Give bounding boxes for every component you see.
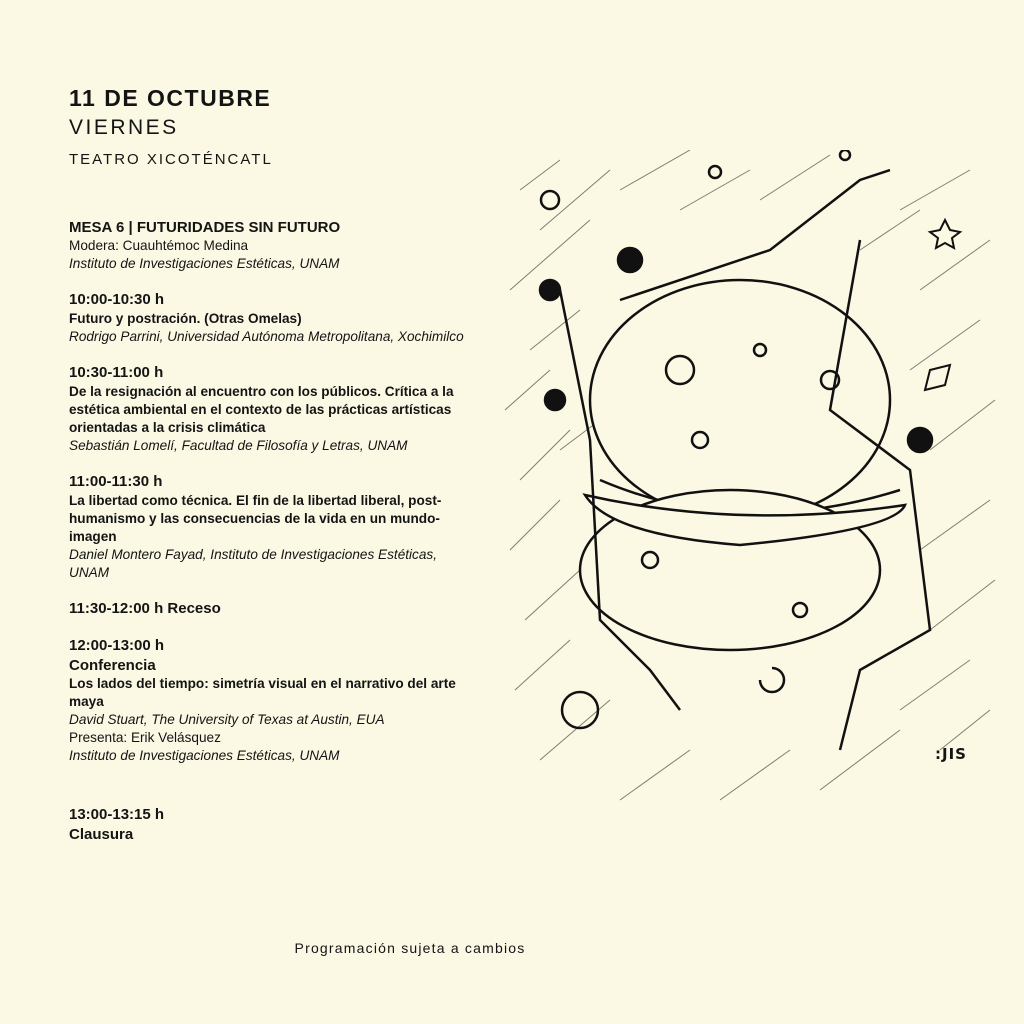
footer-note: Programación sujeta a cambios: [294, 940, 526, 956]
talk-title: De la resignación al encuentro con los públicos. Crítica a la estética ambiental en el contexto de las prácticas artísticas orientadas a la crisis climática: [69, 384, 454, 435]
moderator-affiliation: Instituto de Investigaciones Estéticas, UNAM: [69, 256, 340, 271]
diamond-icon: [925, 365, 950, 390]
recess: 11:30-12:00 h Receso: [69, 600, 221, 617]
closing-label: Clausura: [69, 826, 134, 843]
conference-speaker: David Stuart, The University of Texas at Austin, EUA: [69, 712, 385, 727]
speaker: Sebastián Lomelí, Facultad de Filosofía y Letras, UNAM: [69, 438, 408, 453]
closing-block: [69, 805, 469, 844]
talk-title: Futuro y postración. (Otras Omelas): [69, 311, 302, 326]
session-3: [69, 472, 469, 582]
session-1: [69, 290, 469, 346]
speaker: Daniel Montero Fayad, Instituto de Investigaciones Estéticas, UNAM: [69, 547, 437, 580]
artist-signature: :JIS: [935, 745, 967, 763]
presenter-affiliation: Instituto de Investigaciones Estéticas, UNAM: [69, 748, 340, 763]
moon-creature-illustration: [500, 150, 1000, 810]
star-icon: [930, 220, 960, 248]
event-day: VIERNES: [69, 116, 179, 139]
session-time: 10:30-11:00 h: [69, 364, 164, 381]
mesa-title: MESA 6 | FUTURIDADES SIN FUTURO: [69, 219, 341, 236]
moderator: Modera: Cuauhtémoc Medina: [69, 238, 249, 253]
talk-title: La libertad como técnica. El fin de la libertad liberal, post-humanismo y las consecuencias de la vida en un mundo-imagen: [69, 493, 442, 544]
closing-time: 13:00-13:15 h: [69, 806, 165, 823]
conference-label: Conferencia: [69, 657, 156, 674]
session-time: 10:00-10:30 h: [69, 291, 165, 308]
session-time: 11:00-11:30 h: [69, 473, 163, 490]
mesa-block: [69, 218, 469, 273]
conference-time: 12:00-13:00 h: [69, 637, 165, 654]
event-date: 11 DE OCTUBRE: [69, 85, 272, 111]
recess-block: [69, 599, 469, 619]
speaker: Rodrigo Parrini, Universidad Autónoma Metropolitana, Xochimilco: [69, 329, 464, 344]
presenter: Presenta: Erik Velásquez: [69, 730, 221, 745]
conference-title: Los lados del tiempo: simetría visual en el narrativo del arte maya: [69, 676, 456, 709]
header: [69, 84, 273, 170]
conference-block: [69, 636, 469, 765]
event-venue: TEATRO XICOTÉNCATL: [69, 151, 273, 168]
session-2: [69, 363, 469, 455]
program: [69, 218, 469, 861]
